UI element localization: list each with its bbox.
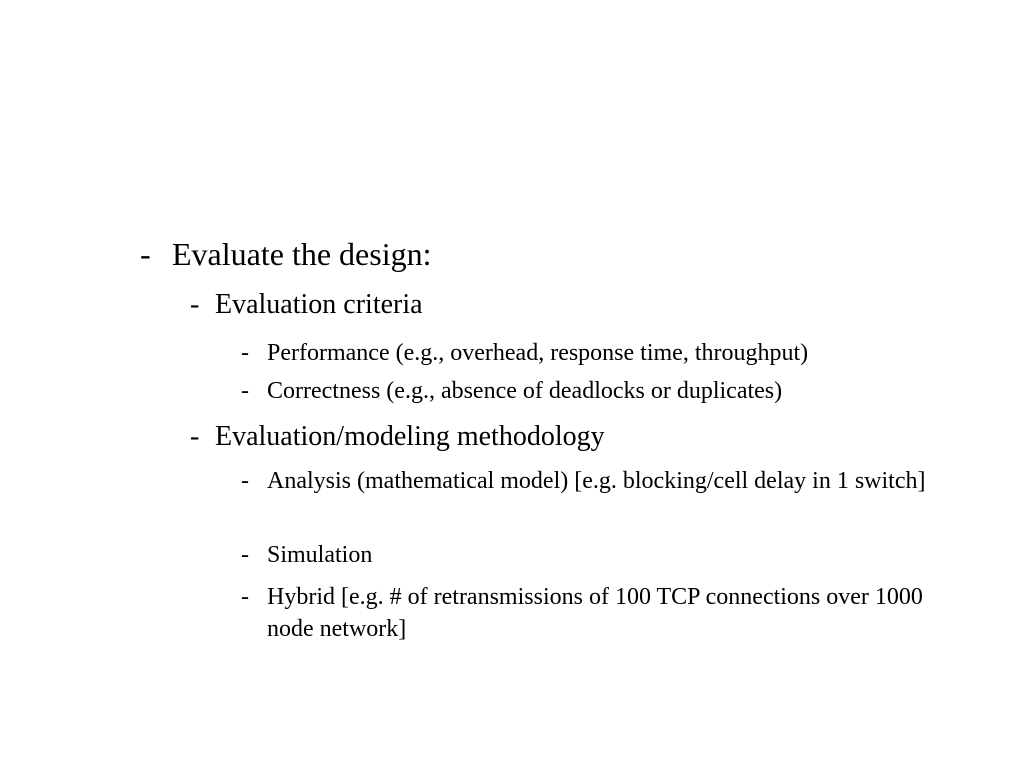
bullet-text: Correctness (e.g., absence of deadlocks or duplicates) xyxy=(267,378,783,404)
bullet-dash: - xyxy=(241,468,249,494)
bullet-evaluate-design xyxy=(140,236,431,272)
bullet-evaluation-criteria xyxy=(190,289,423,321)
bullet-text: Performance (e.g., overhead, response time, throughput) xyxy=(267,340,809,366)
bullet-dash: - xyxy=(241,340,249,366)
bullet-dash: - xyxy=(190,421,200,452)
bullet-dash: - xyxy=(190,289,200,320)
bullet-correctness xyxy=(241,375,782,407)
bullet-dash: - xyxy=(241,584,249,610)
bullet-text: Evaluation/modeling methodology xyxy=(215,421,605,452)
bullet-analysis xyxy=(241,465,951,497)
bullet-hybrid xyxy=(241,581,951,645)
bullet-dash: - xyxy=(241,542,249,568)
bullet-text: Evaluation criteria xyxy=(215,289,423,320)
bullet-text: Simulation xyxy=(267,542,373,568)
bullet-dash: - xyxy=(140,236,151,272)
bullet-methodology xyxy=(190,421,605,453)
bullet-performance xyxy=(241,337,808,369)
bullet-dash: - xyxy=(241,378,249,404)
bullet-text: Analysis (mathematical model) [e.g. blocking/cell delay in 1 switch] xyxy=(267,468,926,494)
bullet-simulation xyxy=(241,539,372,571)
bullet-text: Evaluate the design: xyxy=(172,236,432,272)
bullet-text: Hybrid [e.g. # of retransmissions of 100 TCP connections over 1000 node network] xyxy=(267,584,923,642)
